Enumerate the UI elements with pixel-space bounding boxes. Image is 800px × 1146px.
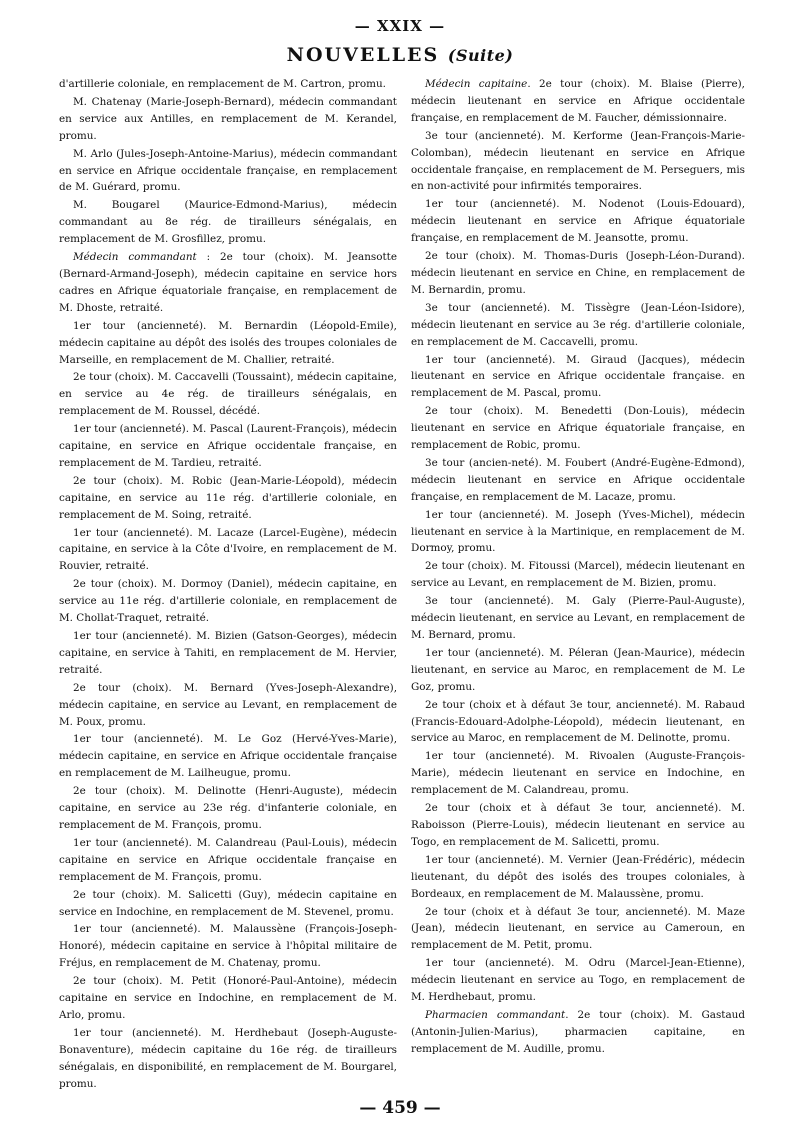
paragraph <box>411 455 745 506</box>
paragraph <box>59 76 397 93</box>
paragraph-text: 1er tour (ancienneté). M. Malaussène (François-Joseph-Honoré), médecin capitaine en service à l'hôpital militaire de Fréjus, en remplacement de M. Chatenay, promu. <box>59 923 397 970</box>
paragraph-text: 2e tour (choix). M. Fitoussi (Marcel), médecin lieutenant en service au Levant, en remplacement de M. Bizien, promu. <box>411 560 745 590</box>
section-title <box>0 44 800 66</box>
paragraph <box>411 352 745 403</box>
paragraph <box>411 128 745 196</box>
paragraph <box>411 645 745 696</box>
left-column <box>59 76 397 1093</box>
paragraph <box>411 76 745 127</box>
paragraph-text: 1er tour (ancienneté). M. Bernardin (Léopold-Emile), médecin capitaine au dépôt des isolés des troupes coloniales de Marseille, en remplacement de M. Challier, retraité. <box>59 319 397 366</box>
paragraph <box>411 248 745 299</box>
paragraph-text: 2e tour (choix). M. Bernard (Yves-Joseph-Alexandre), médecin capitaine, en service au Levant, en remplacement de M. Poux, promu. <box>59 681 397 728</box>
paragraph <box>411 955 745 1006</box>
paragraph-text: 1er tour (ancienneté). M. Bizien (Gatson-Georges), médecin capitaine, en service à Tahiti, en remplacement de M. Hervier, retraité. <box>59 630 397 676</box>
paragraph-text: 2e tour (choix). M. Petit (Honoré-Paul-Antoine), médecin capitaine en service en Indochine, en remplacement de M. Arlo, promu. <box>59 975 397 1021</box>
paragraph <box>411 1007 745 1058</box>
paragraph <box>59 680 397 731</box>
paragraph-text: 2e tour (choix). M. Caccavelli (Toussaint), médecin capitaine, en service au 4e rég. de tirailleurs sénégalais, en remplacement de M. Roussel, décédé. <box>59 371 397 418</box>
paragraph <box>59 731 397 782</box>
paragraph-text: 1er tour (ancienneté). M. Nodenot (Louis-Edouard), médecin lieutenant en service en Afrique équatoriale française, en remplacement de M. Jeansotte, promu. <box>411 198 745 245</box>
paragraph <box>411 300 745 351</box>
paragraph-text: 2e tour (choix). M. Robic (Jean-Marie-Léopold), médecin capitaine, en service au 11e rég. d'artillerie coloniale, en remplacement de M. Soing, retraité. <box>59 474 397 521</box>
page-number: — 459 — <box>359 1098 441 1118</box>
paragraph-text: 2e tour (choix). M. Dormoy (Daniel), médecin capitaine, en service au 11e rég. d'artillerie coloniale, en remplacement de M. Chollat-Traquet, retraité. <box>59 578 397 625</box>
paragraph <box>411 558 745 592</box>
paragraph-text: d'artillerie coloniale, en remplacement de M. Cartron, promu. <box>59 78 386 90</box>
paragraph-text: 2e tour (choix et à défaut 3e tour, ancienneté). M. Raboisson (Pierre-Louis), médecin lieutenant en service au Togo, en remplacement de M. Salicetti, promu. <box>411 802 745 848</box>
section-title-suite: (Suite) <box>447 46 514 65</box>
paragraph <box>59 525 397 576</box>
paragraph-text: 3e tour (ancien-neté). M. Foubert (André-Eugène-Edmond), médecin lieutenant en service en Afrique occidentale française, en remplacement de M. Lacaze, promu. <box>411 456 745 503</box>
roman-folio: — XXIX — <box>354 17 446 35</box>
paragraph <box>59 318 397 369</box>
rank-heading: Médecin commandant <box>73 251 197 264</box>
paragraph-text: 2e tour (choix). M. Thomas-Duris (Joseph-Léon-Durand). médecin lieutenant en service en Chine, en remplacement de M. Bernardin, promu. <box>411 250 745 296</box>
paragraph <box>59 921 397 972</box>
paragraph <box>411 852 745 903</box>
paragraph-text: 1er tour (ancienneté). M. Odru (Marcel-Jean-Etienne), médecin lieutenant en service au Togo, en remplacement de M. Herdhebaut, promu. <box>411 957 745 1004</box>
paragraph <box>411 507 745 558</box>
paragraph <box>59 783 397 834</box>
rank-heading: Médecin capitaine <box>425 78 528 90</box>
rank-heading: Pharmacien commandant <box>425 1008 566 1021</box>
paragraph <box>411 196 745 247</box>
paragraph <box>411 593 745 644</box>
paragraph-text: 1er tour (ancienneté). M. Le Goz (Hervé-Yves-Marie), médecin capitaine, en service en Afrique occidentale française en remplacement de M. Lailheugue, promu. <box>59 733 397 780</box>
paragraph <box>411 748 745 799</box>
paragraph-text: 2e tour (choix). M. Salicetti (Guy), médecin capitaine en service en Indochine, en remplacement de M. Stevenel, promu. <box>59 888 397 918</box>
paragraph <box>59 369 397 420</box>
paragraph-text: 1er tour (ancienneté). M. Joseph (Yves-Michel), médecin lieutenant en service à la Martinique, en remplacement de M. Dormoy, promu. <box>411 508 745 555</box>
paragraph-text: : 2e tour (choix). M. Jeansotte (Bernard-Armand-Joseph), médecin capitaine en service hors cadres en Afrique équatoriale française, en remplacement de M. Dhoste, retraité. <box>59 251 397 314</box>
right-column <box>411 76 745 1059</box>
paragraph <box>59 94 397 145</box>
paragraph-text: 2e tour (choix et à défaut 3e tour, ancienneté). M. Maze (Jean), médecin lieutenant, en service au Cameroun, en remplacement de M. Petit, promu. <box>411 905 745 952</box>
paragraph <box>411 403 745 454</box>
paragraph-text: 2e tour (choix et à défaut 3e tour, ancienneté). M. Rabaud (Francis-Edouard-Adolphe-Léopold), médecin lieutenant, en service au Maroc, en remplacement de M. Delinotte, promu. <box>411 698 745 745</box>
paragraph <box>411 904 745 955</box>
paragraph <box>59 887 397 921</box>
paragraph-text: M. Bougarel (Maurice-Edmond-Marius), médecin commandant au 8e rég. de tirailleurs sénégalais, en remplacement de M. Grosfillez, promu. <box>59 199 397 246</box>
paragraph-text: 1er tour (ancienneté). M. Péleran (Jean-Maurice), médecin lieutenant, en service au Maroc, en remplacement de M. Le Goz, promu. <box>411 646 745 693</box>
section-title-main: NOUVELLES <box>286 44 440 66</box>
paragraph <box>411 697 745 748</box>
paragraph-text: 3e tour (ancienneté). M. Galy (Pierre-Paul-Auguste), médecin lieutenant, en service au Levant, en remplacement de M. Bernard, promu. <box>411 595 745 641</box>
paragraph-text: 3e tour (ancienneté). M. Kerforme (Jean-François-Marie-Colomban), médecin lieutenant en service en Afrique occidentale française, en remplacement de M. Perseguers, mis en non-activité pour infirmités temporaires. <box>411 129 745 193</box>
paragraph <box>59 421 397 472</box>
paragraph <box>59 146 397 197</box>
paragraph-text: M. Chatenay (Marie-Joseph-Bernard), médecin commandant en service aux Antilles, en remplacement de M. Kerandel, promu. <box>59 95 397 142</box>
paragraph-text: 1er tour (ancienneté). M. Vernier (Jean-Frédéric), médecin lieutenant, du dépôt des isolés des troupes coloniales, à Bordeaux, en remplacement de M. Malaussène, promu. <box>411 853 745 900</box>
paragraph <box>59 249 397 317</box>
paragraph <box>59 473 397 524</box>
paragraph <box>59 197 397 248</box>
paragraph-text: 3e tour (ancienneté). M. Tissègre (Jean-Léon-Isidore), médecin lieutenant en service au 3e rég. d'artillerie coloniale, en remplacement de M. Caccavelli, promu. <box>411 301 745 348</box>
paragraph-text: 2e tour (choix). M. Benedetti (Don-Louis), médecin lieutenant en service en Afrique équatoriale française, en remplacement de Robic, promu. <box>411 405 745 452</box>
paragraph-text: 1er tour (ancienneté). M. Giraud (Jacques), médecin lieutenant en service en Afrique occidentale française. en remplacement de M. Pascal, promu. <box>411 353 745 400</box>
paragraph <box>59 835 397 886</box>
paragraph-text: 1er tour (ancienneté). M. Calandreau (Paul-Louis), médecin capitaine en service en Afrique occidentale française en remplacement de M. François, promu. <box>59 836 397 883</box>
paragraph-text: M. Arlo (Jules-Joseph-Antoine-Marius), médecin commandant en service en Afrique occidentale française, en remplacement de M. Guérard, promu. <box>59 147 397 194</box>
paragraph-text: 1er tour (ancienneté). M. Rivoalen (Auguste-François-Marie), médecin lieutenant en service en Indochine, en remplacement de M. Calandreau, promu. <box>411 750 745 797</box>
paragraph-text: 2e tour (choix). M. Delinotte (Henri-Auguste), médecin capitaine, en service au 23e rég. d'infanterie coloniale, en remplacement de M. François, promu. <box>59 785 397 831</box>
paragraph-text: . 2e tour (choix). M. Gastaud (Antonin-Julien-Marius), pharmacien capitaine, en remplacement de M. Audille, promu. <box>411 1008 745 1055</box>
paragraph <box>59 628 397 679</box>
paragraph-text: . 2e tour (choix). M. Blaise (Pierre), médecin lieutenant en service en Afrique occidentale française, en remplacement de M. Faucher, démissionnaire. <box>411 78 745 124</box>
paragraph <box>59 1025 397 1093</box>
paragraph <box>59 576 397 627</box>
paragraph-text: 1er tour (ancienneté). M. Lacaze (Larcel-Eugène), médecin capitaine, en service à la Côte d'Ivoire, en remplacement de M. Rouvier, retraité. <box>59 526 397 573</box>
paragraph-text: 1er tour (ancienneté). M. Herdhebaut (Joseph-Auguste-Bonaventure), médecin capitaine du 16e rég. de tirailleurs sénégalais, en disponibilité, en remplacement de M. Bourgarel, promu. <box>59 1026 397 1090</box>
paragraph <box>59 973 397 1024</box>
paragraph <box>411 800 745 851</box>
paragraph-text: 1er tour (ancienneté). M. Pascal (Laurent-François), médecin capitaine, en service en Afrique occidentale française, en remplacement de M. Tardieu, retraité. <box>59 423 397 469</box>
